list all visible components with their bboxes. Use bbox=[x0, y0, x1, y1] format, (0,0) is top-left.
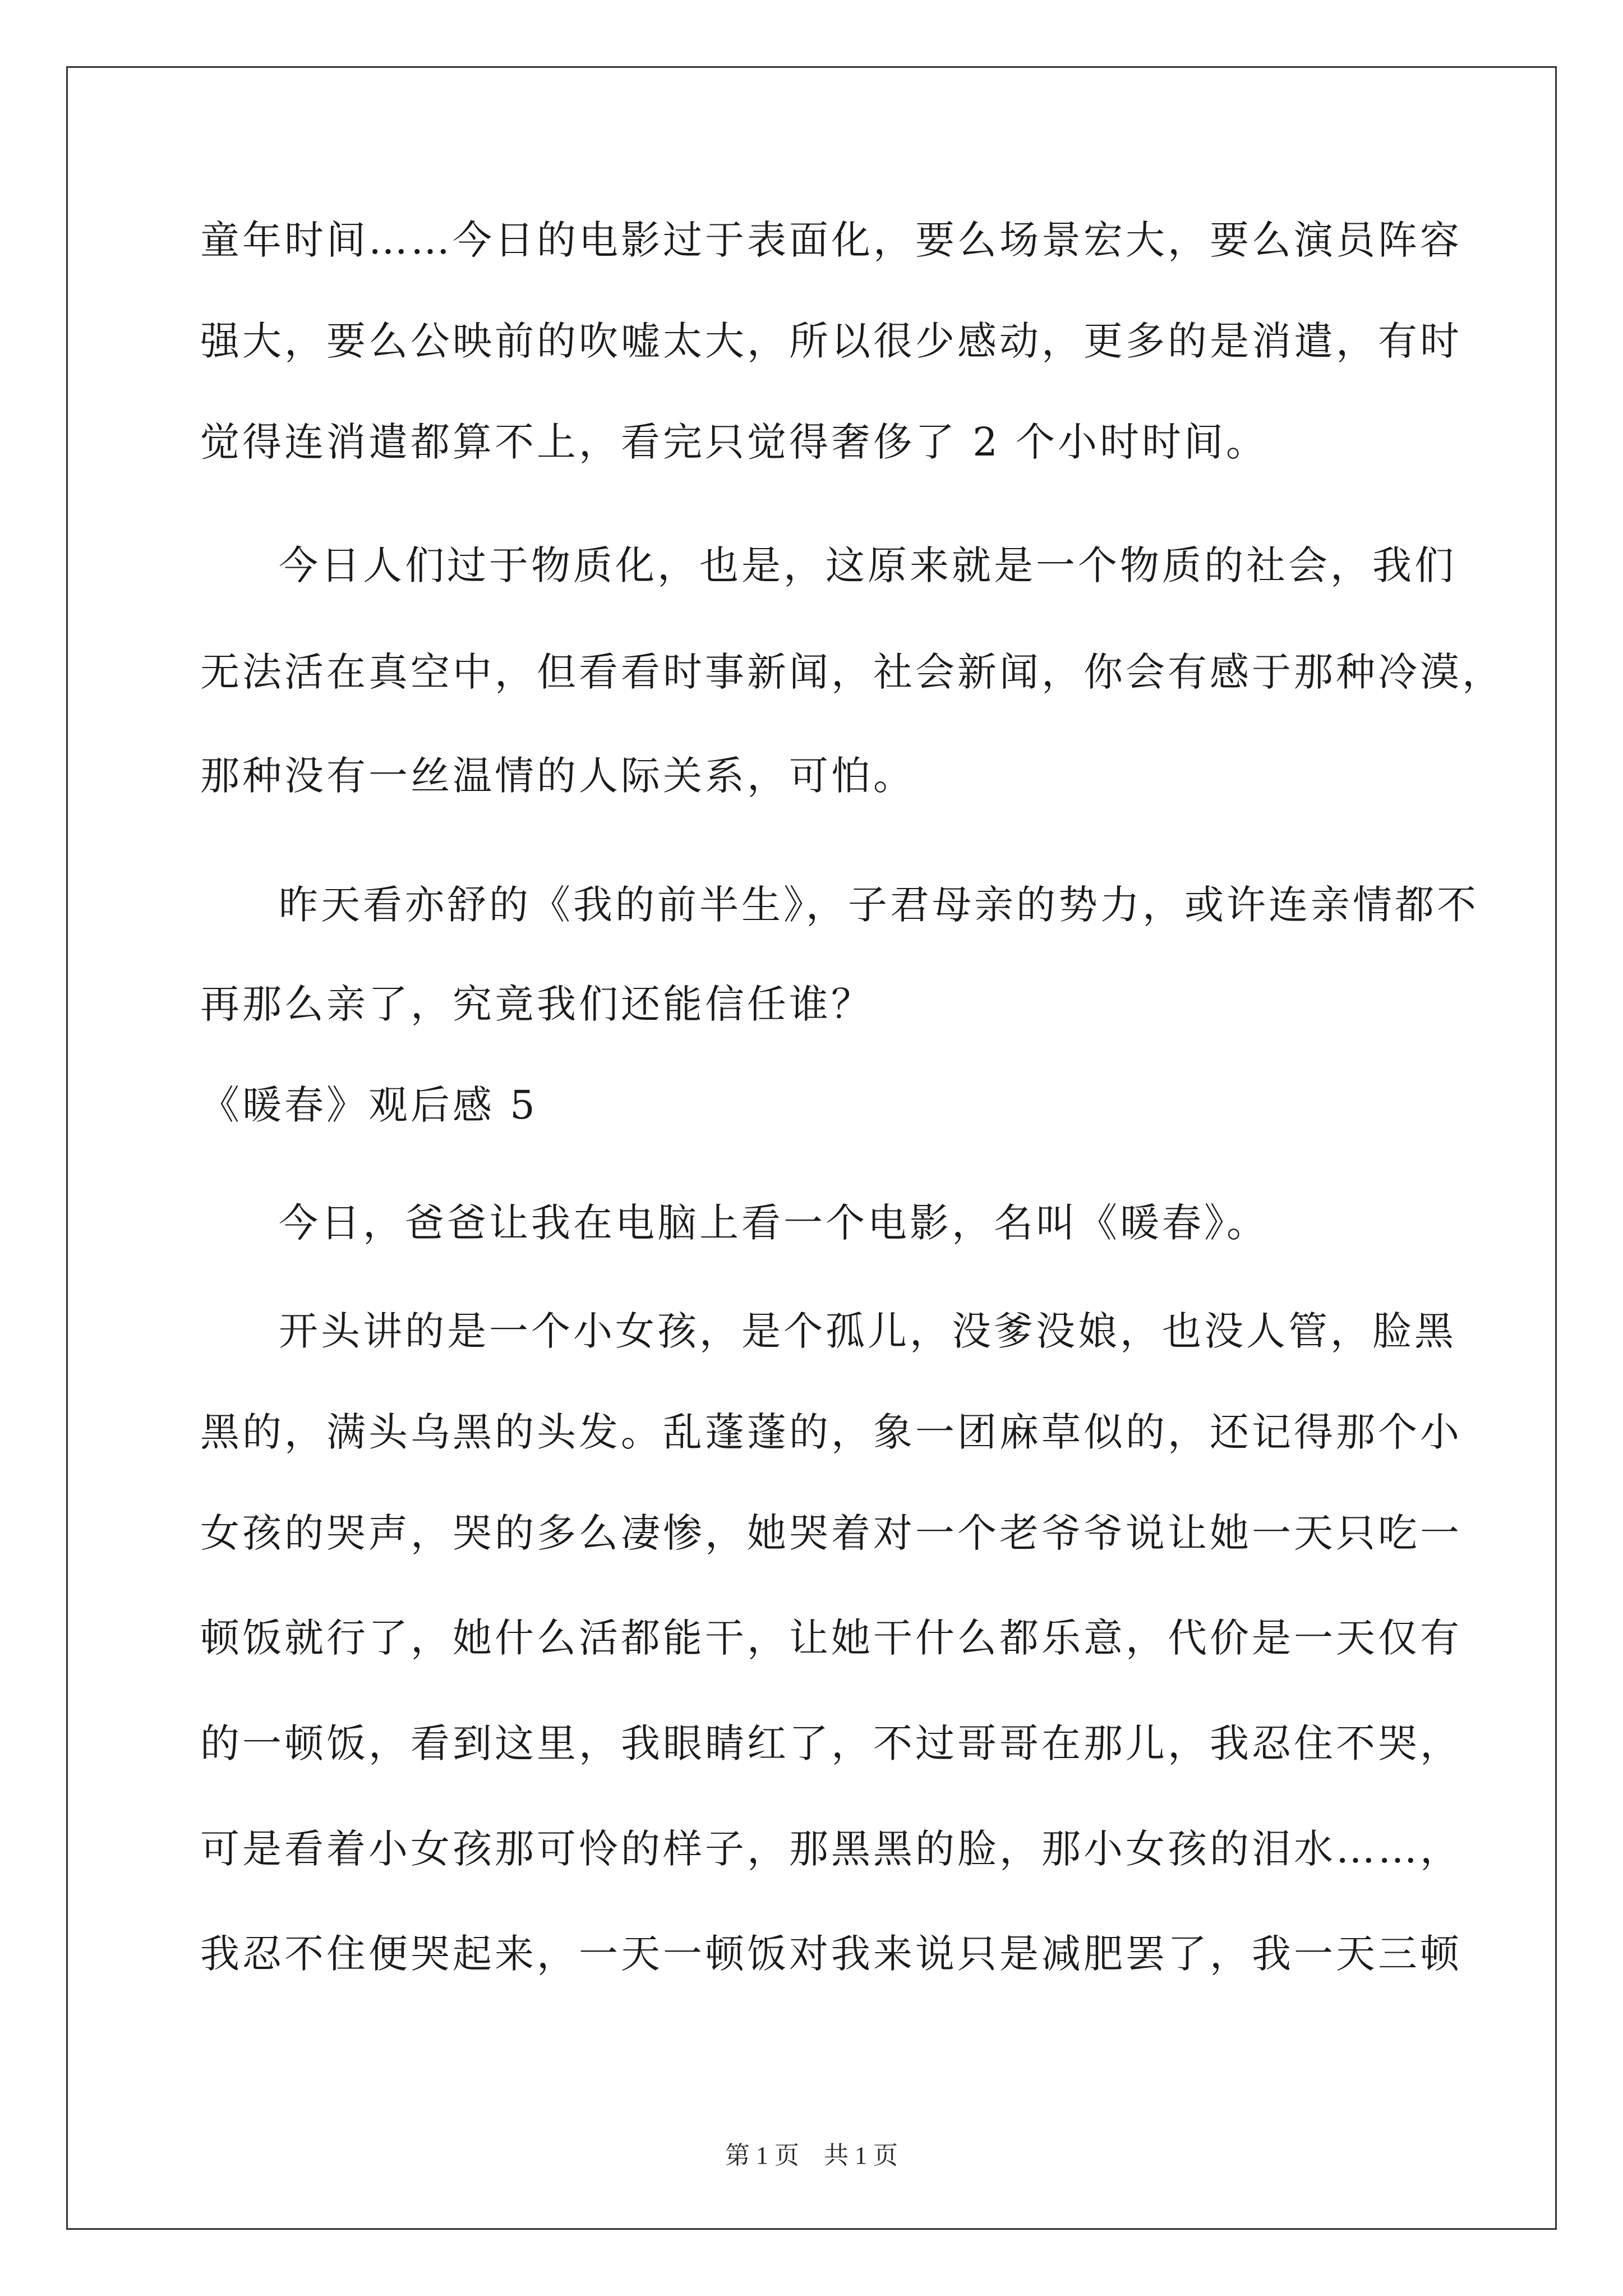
text-line: 再那么亲了，究竟我们还能信任谁？ bbox=[200, 981, 873, 1027]
page-footer: 第 1 页 共 1 页 bbox=[725, 2142, 898, 2169]
text-line: 那种没有一丝温情的人际关系，可怕。 bbox=[200, 753, 915, 799]
text-line: 女孩的哭声，哭的多么凄惨，她哭着对一个老爷爷说让她一天只吃一 bbox=[200, 1510, 1462, 1556]
section-heading: 《暖春》观后感 5 bbox=[200, 1082, 538, 1128]
text-line: 黑的，满头乌黑的头发。乱蓬蓬的，象一团麻草似的，还记得那个小 bbox=[200, 1409, 1462, 1455]
text-line: 开头讲的是一个小女孩，是个孤儿，没爹没娘，也没人管，脸黑 bbox=[279, 1308, 1456, 1354]
text-line: 无法活在真空中，但看看时事新闻，社会新闻，你会有感于那种冷漠， bbox=[200, 649, 1504, 695]
text-line: 昨天看亦舒的《我的前半生》，子君母亲的势力，或许连亲情都不 bbox=[279, 882, 1479, 928]
page-border bbox=[66, 66, 1557, 2230]
text-line: 童年时间……今日的电影过于表面化，要么场景宏大，要么演员阵容 bbox=[200, 217, 1462, 263]
text-line: 的一顿饭，看到这里，我眼睛红了，不过哥哥在那儿，我忍住不哭， bbox=[200, 1720, 1462, 1766]
text-line: 觉得连消遣都算不上，看完只觉得奢侈了 2 个小时时间。 bbox=[200, 419, 1269, 465]
text-line: 强大，要么公映前的吹嘘太大，所以很少感动，更多的是消遣，有时 bbox=[200, 318, 1462, 364]
text-line: 今日，爸爸让我在电脑上看一个电影，名叫《暖春》。 bbox=[279, 1200, 1269, 1246]
text-line: 顿饭就行了，她什么活都能干，让她干什么都乐意，代价是一天仅有 bbox=[200, 1615, 1462, 1661]
text-line: 今日人们过于物质化，也是，这原来就是一个物质的社会，我们 bbox=[279, 542, 1456, 588]
text-line: 可是看着小女孩那可怜的样子，那黑黑的脸，那小女孩的泪水……， bbox=[200, 1826, 1462, 1872]
text-line: 我忍不住便哭起来，一天一顿饭对我来说只是减肥罢了，我一天三顿 bbox=[200, 1931, 1462, 1977]
